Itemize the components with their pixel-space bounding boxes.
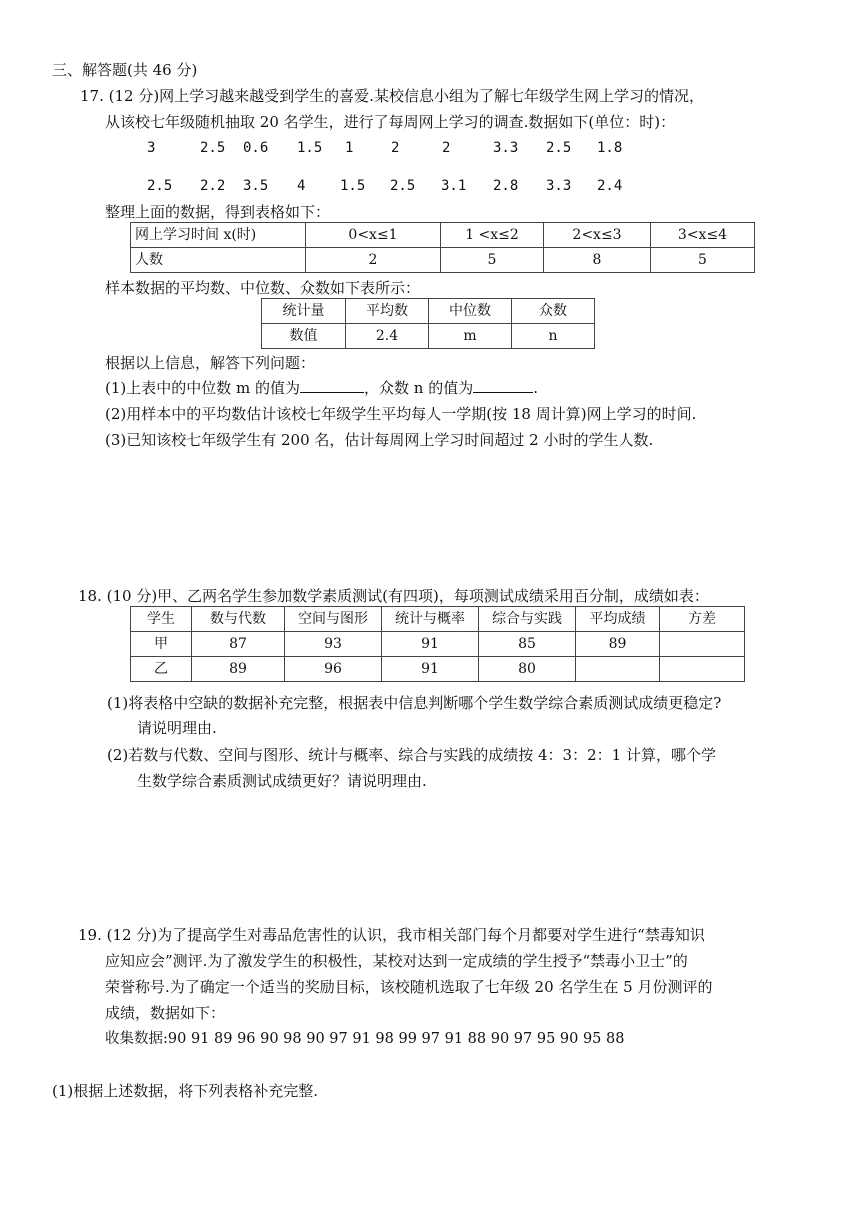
q18-sub1-line2: 请说明理由. [137, 719, 217, 737]
table-cell: 91 [382, 657, 479, 682]
data-value: 1 [345, 140, 354, 156]
data-value: 2 [391, 140, 400, 156]
table-cell: m [429, 324, 512, 349]
table-row [131, 657, 745, 682]
answer-blank-m[interactable] [300, 378, 364, 393]
table-row [131, 248, 755, 273]
table-cell: 93 [285, 632, 382, 657]
q18-sub2-line1: (2)若数与代数、空间与图形、统计与概率、综合与实践的成绩按 4：3：2：1 计算，哪个学 [107, 746, 716, 764]
table-row [262, 324, 595, 349]
table-cell: 乙 [131, 657, 192, 682]
table-cell: 5 [441, 248, 544, 273]
table-cell: 80 [479, 657, 576, 682]
q17-stats-table [261, 298, 595, 349]
q17-line2: 从该校七年级随机抽取 20 名学生，进行了每周网上学习的调查.数据如下(单位：时)： [105, 113, 676, 131]
table-cell: 85 [479, 632, 576, 657]
data-value: 2.5 [390, 178, 416, 194]
q17-intro: 根据以上信息，解答下列问题： [105, 354, 316, 372]
data-value: 2.4 [597, 178, 623, 194]
table-cell: 数值 [262, 324, 346, 349]
data-value: 3.3 [546, 178, 572, 194]
table-header-cell: 3<x≤4 [651, 223, 755, 248]
data-value: 2.2 [200, 178, 226, 194]
table-cell [660, 632, 745, 657]
q18-sub1-line1: (1)将表格中空缺的数据补充完整，根据表中信息判断哪个学生数学综合素质测试成绩更稳定? [107, 694, 722, 712]
data-value: 2.5 [147, 178, 173, 194]
table-row [131, 223, 755, 248]
q17-frequency-table [130, 222, 755, 273]
table-header-cell: 众数 [512, 299, 595, 324]
table-header-cell: 统计与概率 [382, 607, 479, 632]
q17-line1: 17. (12 分)网上学习越来越受到学生的喜爱.某校信息小组为了解七年级学生网上学习的情况， [80, 87, 704, 105]
table-cell: 2 [306, 248, 441, 273]
data-value: 2.5 [200, 140, 226, 156]
table-header-cell: 数与代数 [192, 607, 285, 632]
q19-line2: 应知应会”测评.为了激发学生的积极性，某校对达到一定成绩的学生授予“禁毒小卫士”的 [105, 952, 688, 970]
table-cell: n [512, 324, 595, 349]
table-header-cell: 空间与图形 [285, 607, 382, 632]
q17-sub1-text-c: . [533, 379, 538, 397]
q19-line4: 成绩，数据如下： [105, 1004, 226, 1022]
data-value: 2 [442, 140, 451, 156]
table-header-cell: 综合与实践 [479, 607, 576, 632]
table-row [131, 607, 745, 632]
data-value: 3.3 [493, 140, 519, 156]
q19-line1: 19. (12 分)为了提高学生对毒品危害性的认识，我市相关部门每个月都要对学生进行“禁毒知识 [78, 926, 705, 944]
q18-sub2-line2: 生数学综合素质测试成绩更好？请说明理由. [137, 772, 427, 790]
q17-sub1-text-b: ，众数 n 的值为 [364, 379, 474, 397]
table-cell: 甲 [131, 632, 192, 657]
table-header-cell: 2<x≤3 [544, 223, 651, 248]
table-cell: 人数 [131, 248, 306, 273]
data-value: 3.5 [243, 178, 269, 194]
q17-sub2: (2)用样本中的平均数估计该校七年级学生平均每人一学期(按 18 周计算)网上学习的时间. [105, 405, 697, 423]
q17-sub1-text-a: (1)上表中的中位数 m 的值为 [105, 379, 301, 397]
table-header-cell: 1 <x≤2 [441, 223, 544, 248]
table-row [131, 632, 745, 657]
q19-line3: 荣誉称号.为了确定一个适当的奖励目标，该校随机选取了七年级 20 名学生在 5 月份测评的 [105, 978, 713, 996]
table-cell: 5 [651, 248, 755, 273]
q17-organize-text: 整理上面的数据，得到表格如下： [105, 203, 331, 221]
table-cell [576, 657, 660, 682]
q18-score-table [130, 606, 745, 682]
table-header-cell: 网上学习时间 x(时) [131, 223, 306, 248]
data-value: 1.5 [297, 140, 323, 156]
q17-data-row1 [0, 138, 860, 158]
table-cell: 91 [382, 632, 479, 657]
table-header-cell: 平均成绩 [576, 607, 660, 632]
table-header-cell: 0<x≤1 [306, 223, 441, 248]
table-row [262, 299, 595, 324]
q17-stats-text: 样本数据的平均数、中位数、众数如下表所示： [105, 279, 421, 297]
table-cell: 96 [285, 657, 382, 682]
answer-blank-n[interactable] [473, 378, 533, 393]
table-cell: 89 [192, 657, 285, 682]
table-cell: 2.4 [346, 324, 429, 349]
table-cell: 8 [544, 248, 651, 273]
table-header-cell: 平均数 [346, 299, 429, 324]
data-value: 4 [297, 178, 306, 194]
table-header-cell: 方差 [660, 607, 745, 632]
table-header-cell: 统计量 [262, 299, 346, 324]
q19-collect-data: 收集数据:90 91 89 96 90 98 90 97 91 98 99 97 91 88 90 97 95 90 95 88 [105, 1031, 625, 1047]
q18-line1: 18. (10 分)甲、乙两名学生参加数学素质测试(有四项)，每项测试成绩采用百分制，成绩如表： [78, 587, 709, 605]
data-value: 1.8 [597, 140, 623, 156]
section-title: 三、解答题(共 46 分) [52, 61, 198, 79]
table-header-cell: 中位数 [429, 299, 512, 324]
data-value: 2.8 [493, 178, 519, 194]
data-value: 0.6 [243, 140, 269, 156]
table-cell [660, 657, 745, 682]
q17-data-row2 [0, 176, 860, 196]
q17-sub3: (3)已知该校七年级学生有 200 名，估计每周网上学习时间超过 2 小时的学生人数. [105, 431, 654, 449]
table-cell: 87 [192, 632, 285, 657]
q17-sub1 [105, 378, 538, 398]
data-value: 2.5 [546, 140, 572, 156]
table-cell: 89 [576, 632, 660, 657]
data-value: 3.1 [441, 178, 467, 194]
q19-sub1: (1)根据上述数据，将下列表格补充完整. [52, 1082, 319, 1100]
data-value: 1.5 [340, 178, 366, 194]
data-value: 3 [147, 140, 156, 156]
table-header-cell: 学生 [131, 607, 192, 632]
